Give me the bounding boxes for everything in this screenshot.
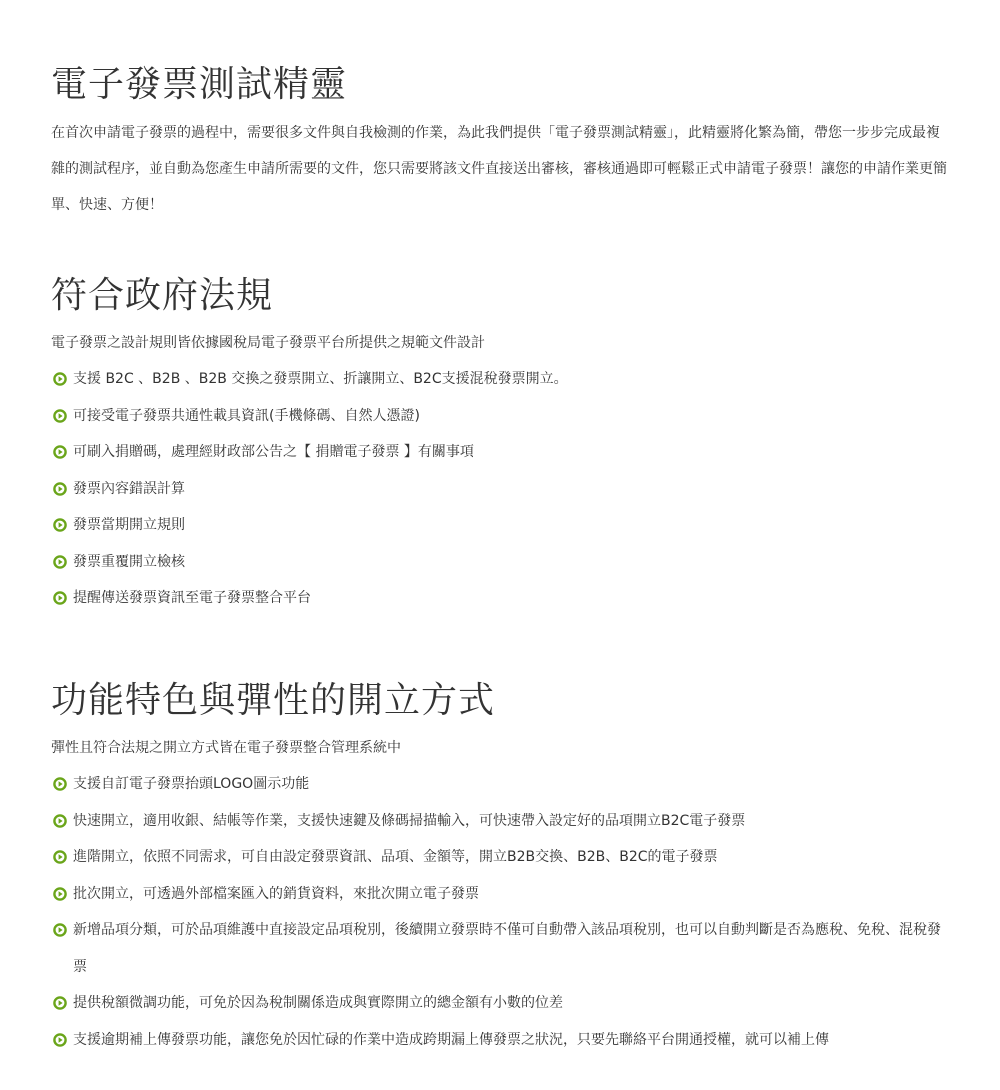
- section-paragraph: 在首次申請電子發票的過程中，需要很多文件與自我檢測的作業，為此我們提供「電子發票測試精靈」，此精靈將化繁為簡，帶您一步步完成最複雜的測試程序，並自動為您產生申請所需要的文件，您只需要將該文件直接送出審核，審核通過即可輕鬆正式申請電子發票！讓您的申請作業更簡單、快速、方便！: [51, 125, 947, 213]
- list-item: 進階開立，依照不同需求，可自由設定發票資訊、品項、金額等，開立B2B交換、B2B、B2C的電子發票: [51, 839, 951, 876]
- section-subtitle: 電子發票之設計規則皆依據國稅局電子發票平台所提供之規範文件設計: [51, 335, 485, 351]
- play-circle-icon: [53, 887, 67, 901]
- play-circle-icon: [53, 777, 67, 791]
- feature-list: [51, 361, 951, 617]
- list-item: 可刷入捐贈碼，處理經財政部公告之【 捐贈電子發票 】有關事項: [51, 434, 951, 471]
- list-item: 批次開立，可透過外部檔案匯入的銷貨資料，來批次開立電子發票: [51, 876, 951, 913]
- list-item: 發票當期開立規則: [51, 507, 951, 544]
- play-circle-icon: [53, 850, 67, 864]
- play-circle-icon: [53, 923, 67, 937]
- list-item: 新增品項分類，可於品項維護中直接設定品項稅別，後續開立發票時不僅可自動帶入該品項稅別，也可以自動判斷是否為應稅、免稅、混稅發票: [51, 912, 951, 985]
- play-circle-icon: [53, 1033, 67, 1047]
- section-title: 符合政府法規: [51, 275, 274, 316]
- play-circle-icon: [53, 555, 67, 569]
- play-circle-icon: [53, 445, 67, 459]
- list-item: 快速開立，適用收銀、結帳等作業，支援快速鍵及條碼掃描輸入，可快速帶入設定好的品項開立B2C電子發票: [51, 803, 951, 840]
- list-item: 提醒傳送發票資訊至電子發票整合平台: [51, 580, 951, 617]
- section-title: 電子發票測試精靈: [51, 64, 348, 105]
- list-item: 發票重覆開立檢核: [51, 544, 951, 581]
- list-item: 發票內容錯誤計算: [51, 471, 951, 508]
- feature-list: [51, 766, 951, 1058]
- section-features: [51, 679, 951, 1058]
- list-item: 支援 B2C 、B2B 、B2B 交換之發票開立、折讓開立、B2C支援混稅發票開立。: [51, 361, 951, 398]
- list-item: 支援自訂電子發票抬頭LOGO圖示功能: [51, 766, 951, 803]
- section-regulations: [51, 274, 951, 617]
- list-item: 可接受電子發票共通性載具資訊(手機條碼、自然人憑證): [51, 398, 951, 435]
- play-circle-icon: [53, 409, 67, 423]
- section-title: 功能特色與彈性的開立方式: [51, 680, 496, 721]
- play-circle-icon: [53, 518, 67, 532]
- list-item: 支援逾期補上傳發票功能，讓您免於因忙碌的作業中造成跨期漏上傳發票之狀況，只要先聯絡平台開通授權，就可以補上傳: [51, 1022, 951, 1059]
- section-test-wizard: [51, 63, 951, 223]
- play-circle-icon: [53, 372, 67, 386]
- list-item: 提供稅額微調功能，可免於因為稅制關係造成與實際開立的總金額有小數的位差: [51, 985, 951, 1022]
- section-subtitle: 彈性且符合法規之開立方式皆在電子發票整合管理系統中: [51, 740, 401, 756]
- play-circle-icon: [53, 814, 67, 828]
- play-circle-icon: [53, 996, 67, 1010]
- play-circle-icon: [53, 591, 67, 605]
- play-circle-icon: [53, 482, 67, 496]
